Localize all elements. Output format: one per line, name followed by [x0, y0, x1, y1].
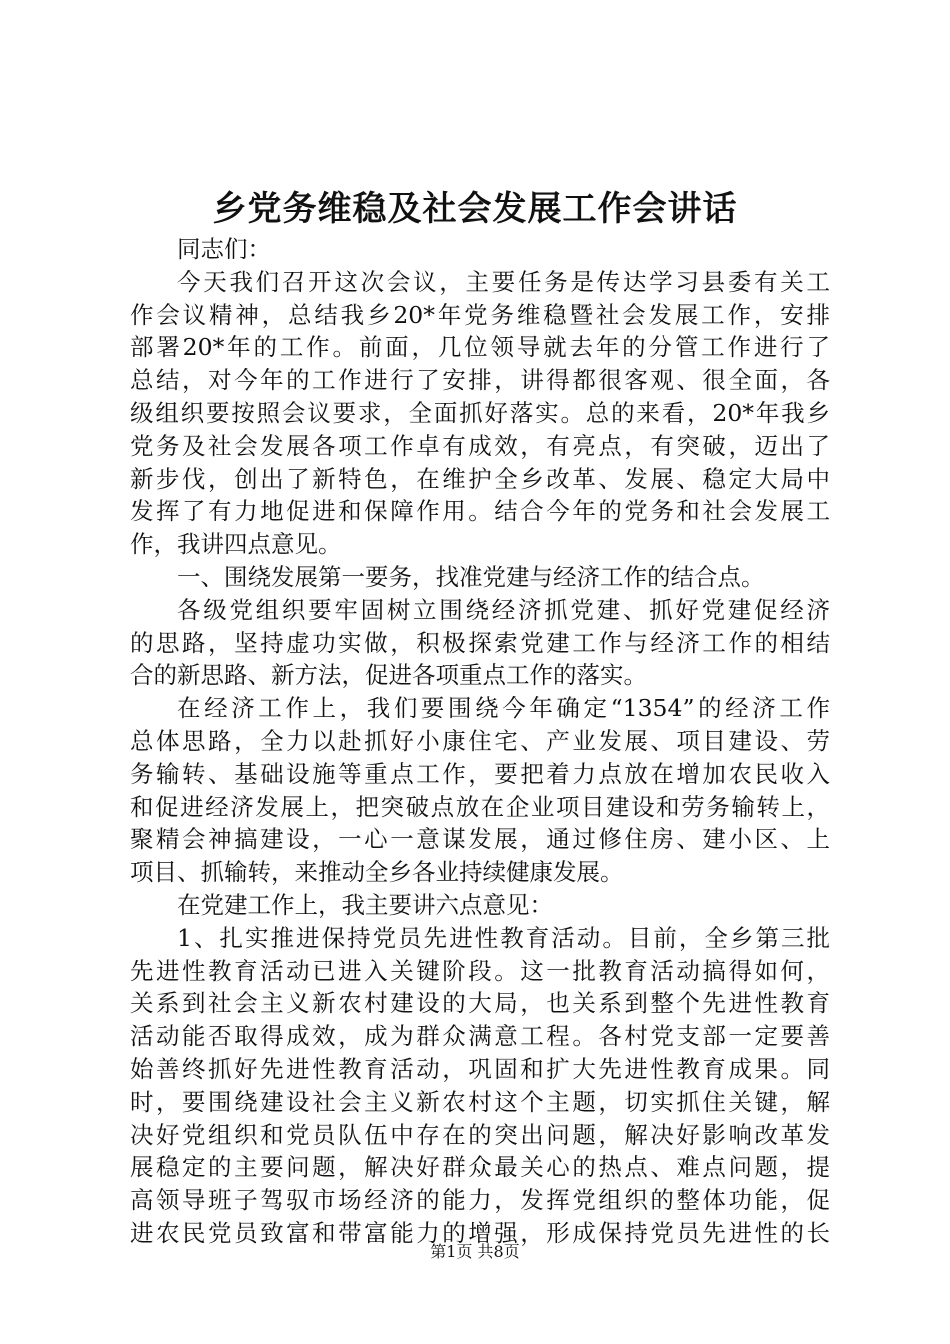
paragraph-line: 时，要围绕建设社会主义新农村这个主题，切实抓住关键，解	[130, 1087, 830, 1116]
paragraph-line: 各级党组织要牢固树立围绕经济抓党建、抓好党建促经济	[177, 595, 830, 624]
paragraph-line: 活动能否取得成效，成为群众满意工程。各村党支部一定要善	[130, 1022, 830, 1051]
paragraph-line: 1、扎实推进保持党员先进性教育活动。目前，全乡第三批	[177, 923, 830, 952]
paragraph-line: 总体思路，全力以赴抓好小康住宅、产业发展、项目建设、劳	[130, 726, 830, 755]
paragraph-line: 项目、抓输转，来推动全乡各业持续健康发展。	[130, 858, 624, 887]
paragraph-line: 先进性教育活动已进入关键阶段。这一批教育活动搞得如何，	[130, 956, 830, 985]
page-footer: 第1页 共8页	[430, 1242, 520, 1261]
paragraph-line: 高领导班子驾驭市场经济的能力，发挥党组织的整体功能，促	[130, 1186, 830, 1215]
paragraph-line: 新步伐，创出了新特色，在维护全乡改革、发展、稳定大局中	[130, 464, 830, 493]
paragraph-line: 聚精会神搞建设，一心一意谋发展，通过修住房、建小区、上	[130, 825, 830, 854]
paragraph-line: 一、围绕发展第一要务，找准党建与经济工作的结合点。	[177, 562, 765, 591]
paragraph-line: 今天我们召开这次会议，主要任务是传达学习县委有关工	[177, 267, 830, 296]
paragraph-line: 总结，对今年的工作进行了安排，讲得都很客观、很全面，各	[130, 366, 830, 395]
document-title: 乡党务维稳及社会发展工作会讲话	[212, 189, 738, 229]
paragraph-line: 关系到社会主义新农村建设的大局，也关系到整个先进性教育	[130, 989, 830, 1018]
paragraph-line: 党务及社会发展各项工作卓有成效，有亮点，有突破，迈出了	[130, 431, 830, 460]
paragraph-line: 决好党组织和党员队伍中存在的突出问题，解决好影响改革发	[130, 1120, 830, 1149]
paragraph-line: 同志们：	[177, 235, 271, 263]
paragraph-line: 合的新思路、新方法，促进各项重点工作的落实。	[130, 661, 647, 690]
paragraph-line: 级组织要按照会议要求，全面抓好落实。总的来看，20*年我乡	[130, 398, 830, 427]
paragraph-line: 部署20*年的工作。前面，几位领导就去年的分管工作进行了	[130, 333, 830, 362]
paragraph-line: 在经济工作上，我们要围绕今年确定“1354”的经济工作	[177, 694, 830, 723]
paragraph-line: 发挥了有力地促进和保障作用。结合今年的党务和社会发展工	[130, 497, 830, 526]
paragraph-line: 进农民党员致富和带富能力的增强，形成保持党员先进性的长	[130, 1218, 830, 1247]
document-body	[130, 233, 830, 1250]
paragraph-line: 务输转、基础设施等重点工作，要把着力点放在增加农民收入	[130, 759, 830, 788]
paragraph-line: 作，我讲四点意见。	[130, 530, 342, 559]
paragraph-line: 作会议精神，总结我乡20*年党务维稳暨社会发展工作，安排	[130, 300, 830, 329]
paragraph-line: 展稳定的主要问题，解决好群众最关心的热点、难点问题，提	[130, 1153, 830, 1182]
paragraph-line: 的思路，坚持虚功实做，积极探索党建工作与经济工作的相结	[130, 628, 830, 657]
paragraph-line: 和促进经济发展上，把突破点放在企业项目建设和劳务输转上，	[130, 792, 830, 821]
paragraph-line: 在党建工作上，我主要讲六点意见：	[177, 890, 553, 919]
paragraph-line: 始善终抓好先进性教育活动，巩固和扩大先进性教育成果。同	[130, 1054, 830, 1083]
